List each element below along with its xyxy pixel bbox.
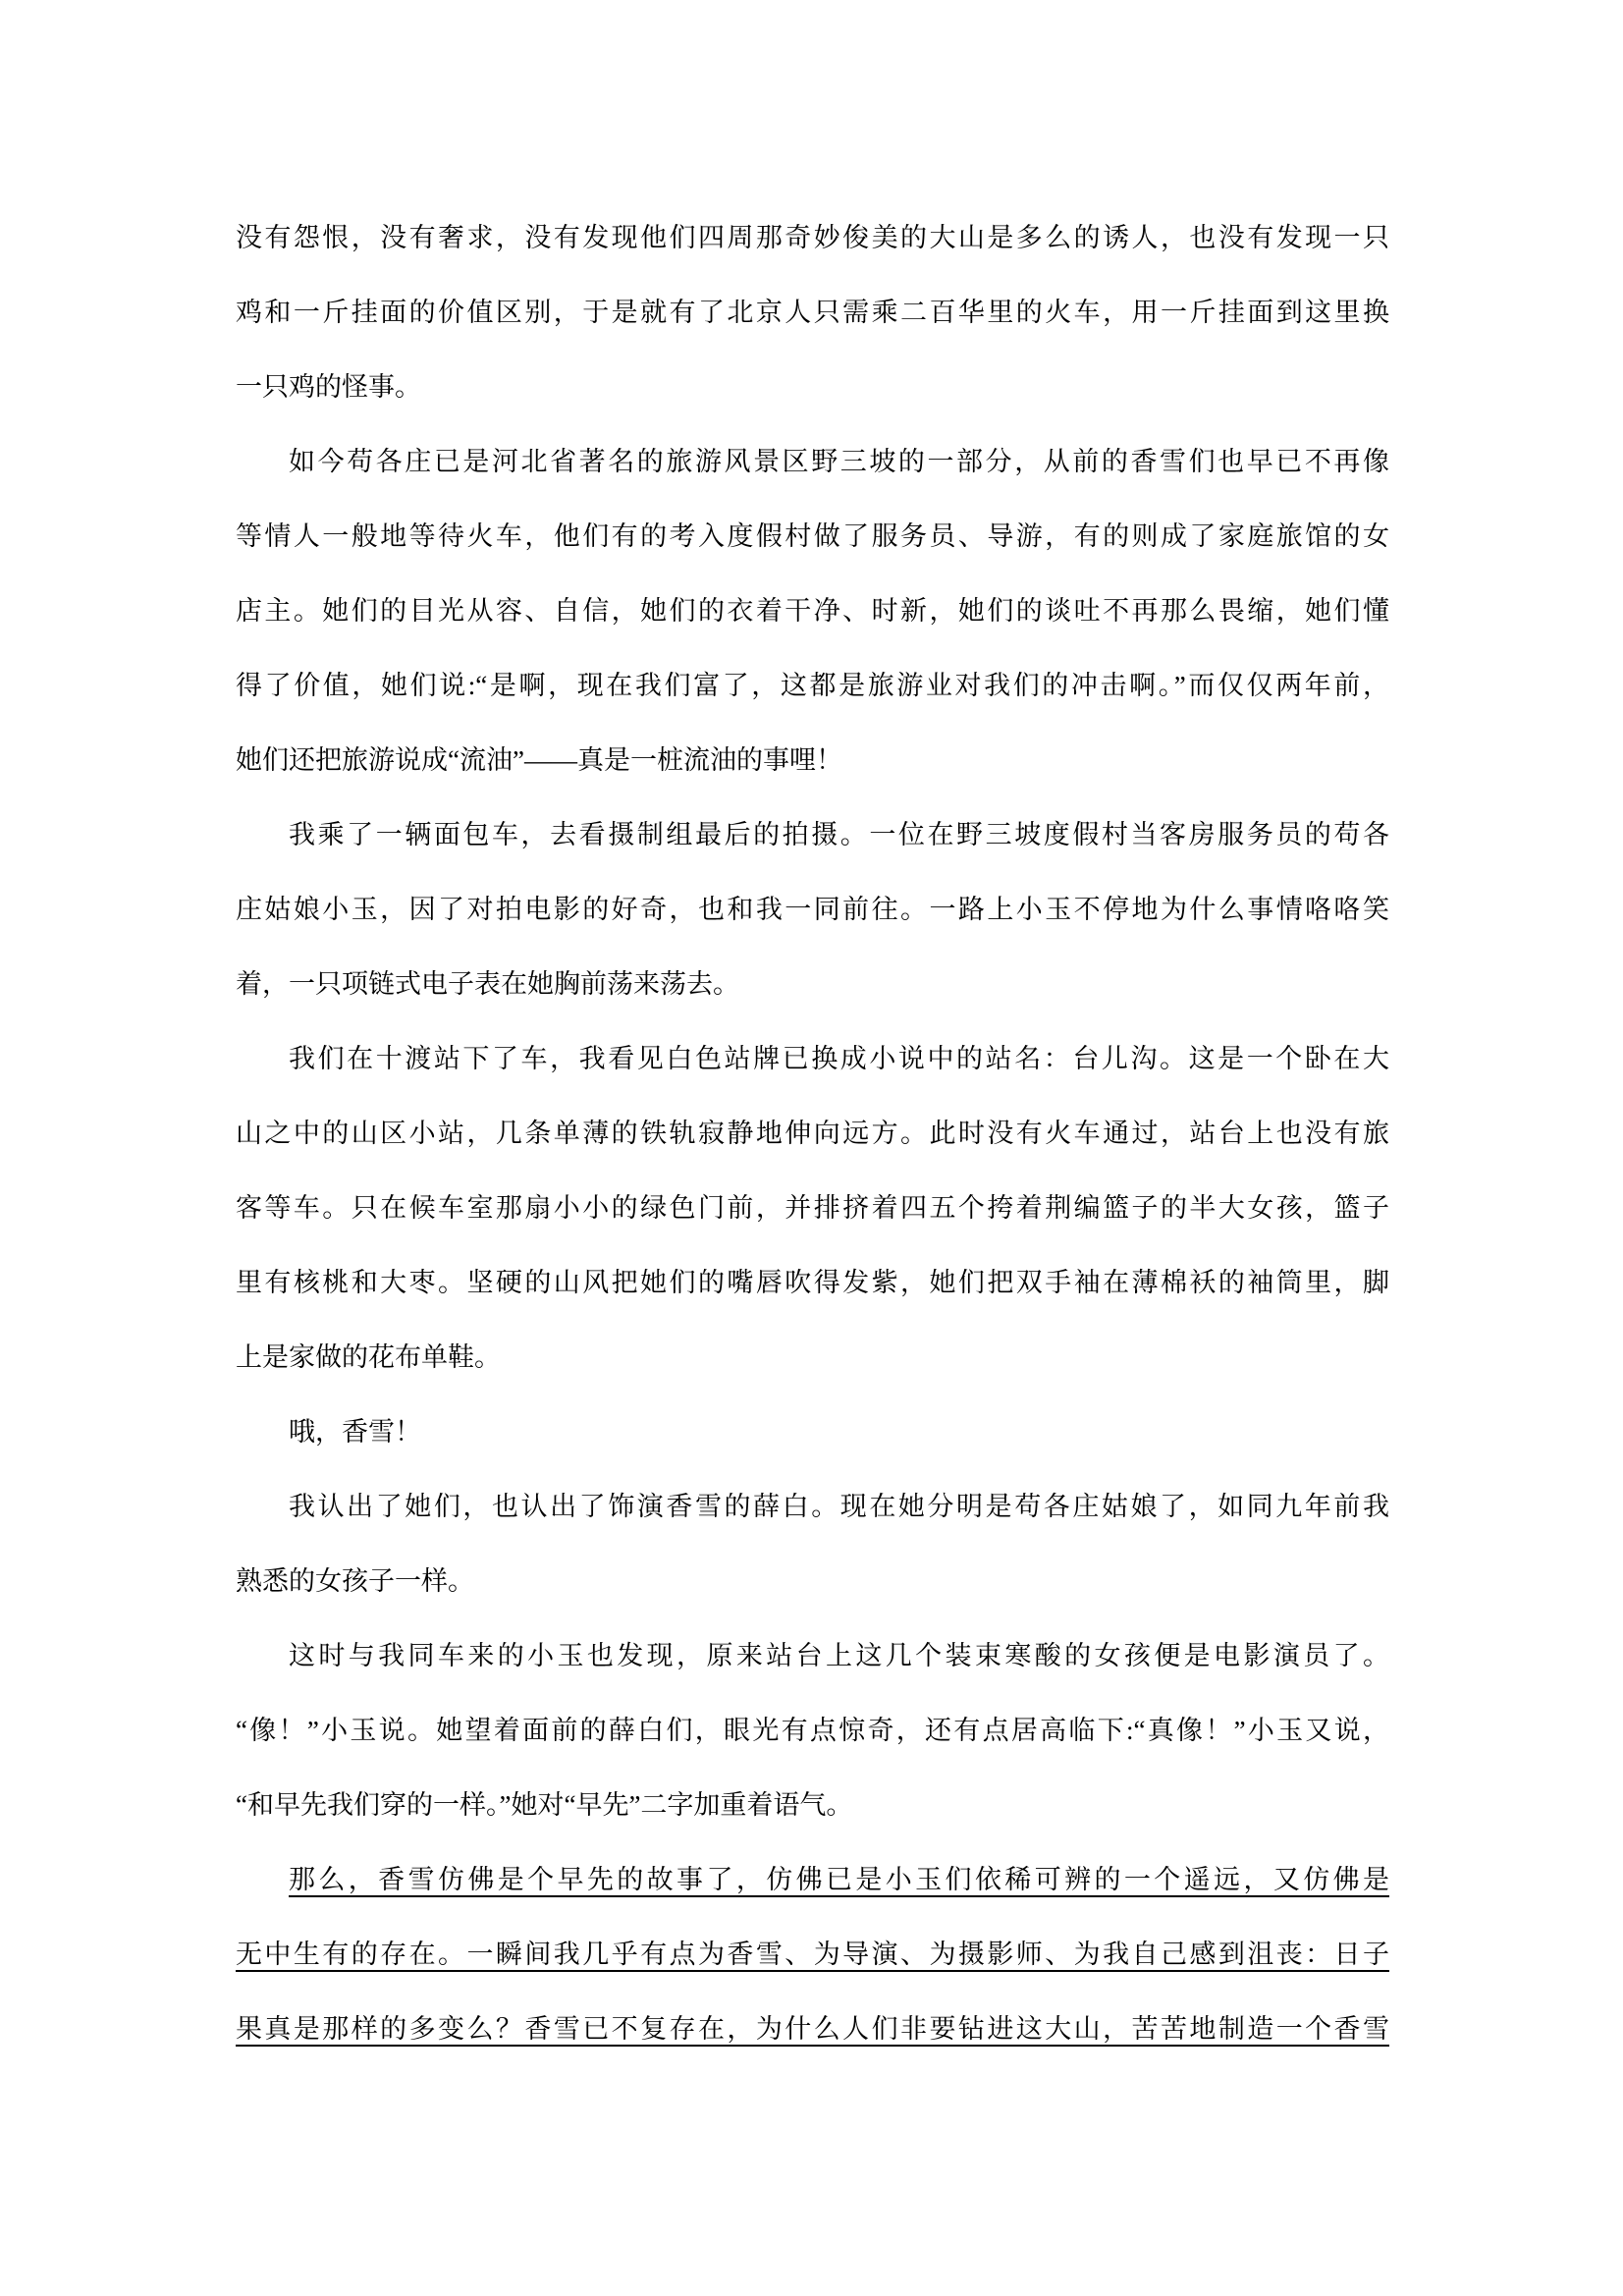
passage-line: 客等车。只在候车室那扇小小的绿色门前，并排挤着四五个挎着荆编篮子的半大女孩，篮子 (236, 1193, 1389, 1223)
passage-line: 她们还把旅游说成“流油”——真是一桩流油的事哩！ (236, 745, 842, 775)
passage-text (236, 200, 1389, 2066)
passage-line: 店主。她们的目光从容、自信，她们的衣着干净、时新，她们的谈吐不再那么畏缩，她们懂 (236, 596, 1389, 626)
passage-line: 着，一只项链式电子表在她胸前荡来荡去。 (236, 969, 739, 999)
passage-line: “像！”小玉说。她望着面前的薛白们，眼光有点惊奇，还有点居高临下:“真像！”小玉又说， (236, 1716, 1389, 1745)
passage-line: “和早先我们穿的一样。”她对“早先”二字加重着语气。 (236, 1790, 853, 1820)
passage-line: 等情人一般地等待火车，他们有的考入度假村做了服务员、导游，有的则成了家庭旅馆的女 (236, 521, 1389, 551)
passage-line: 山之中的山区小站，几条单薄的铁轨寂静地伸向远方。此时没有火车通过，站台上也没有旅 (236, 1119, 1389, 1148)
passage-line: 里有核桃和大枣。坚硬的山风把她们的嘴唇吹得发紫，她们把双手袖在薄棉袄的袖筒里，脚 (236, 1268, 1389, 1297)
passage-line: 没有怨恨，没有奢求，没有发现他们四周那奇妙俊美的大山是多么的诱人，也没有发现一只 (236, 223, 1389, 252)
passage-line: 得了价值，她们说:“是啊，现在我们富了，这都是旅游业对我们的冲击啊。”而仅仅两年前， (236, 671, 1389, 700)
passage-line: 我认出了她们，也认出了饰演香雪的薛白。现在她分明是苟各庄姑娘了，如同九年前我 (289, 1492, 1389, 1521)
passage-line: 我们在十渡站下了车，我看见白色站牌已换成小说中的站名：台儿沟。这是一个卧在大 (289, 1044, 1389, 1073)
passage-line-underlined: 那么，香雪仿佛是个早先的故事了，仿佛已是小玉们依稀可辨的一个遥远，又仿佛是 (289, 1865, 1389, 1894)
passage-line: 这时与我同车来的小玉也发现，原来站台上这几个装束寒酸的女孩便是电影演员了。 (289, 1641, 1389, 1670)
passage-line: 如今苟各庄已是河北省著名的旅游风景区野三坡的一部分，从前的香雪们也早已不再像 (289, 447, 1389, 476)
passage-line: 熟悉的女孩子一样。 (236, 1566, 474, 1596)
passage-line: 我乘了一辆面包车，去看摄制组最后的拍摄。一位在野三坡度假村当客房服务员的苟各 (289, 820, 1389, 849)
passage-line: 一只鸡的怪事。 (236, 372, 421, 402)
passage-line-underlined: 无中生有的存在。一瞬间我几乎有点为香雪、为导演、为摄影师、为我自己感到沮丧：日子 (236, 1940, 1389, 1969)
passage-line: 庄姑娘小玉，因了对拍电影的好奇，也和我一同前往。一路上小玉不停地为什么事情咯咯笑 (236, 895, 1389, 924)
passage-line: 哦，香雪！ (289, 1417, 421, 1447)
passage-line: 上是家做的花布单鞋。 (236, 1342, 501, 1372)
passage-line: 鸡和一斤挂面的价值区别，于是就有了北京人只需乘二百华里的火车，用一斤挂面到这里换 (236, 298, 1389, 327)
passage-line-underlined: 果真是那样的多变么？香雪已不复存在，为什么人们非要钻进这大山，苦苦地制造一个香雪 (236, 2014, 1389, 2044)
